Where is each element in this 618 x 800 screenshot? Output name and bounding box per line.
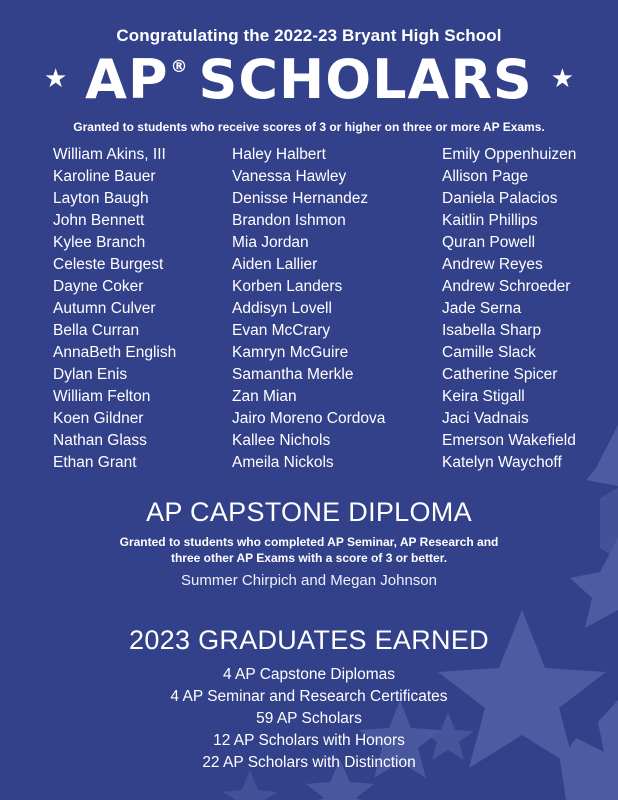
hero-word-scholars: SCHOLARS (198, 48, 533, 111)
scholars-column-1 (53, 144, 176, 474)
scholar-name: Daniela Palacios (442, 190, 558, 207)
registered-mark: ® (170, 57, 189, 77)
star-icon-right: ★ (550, 63, 574, 93)
scholar-name: Catherine Spicer (442, 366, 558, 383)
scholar-name: Addisyn Lovell (232, 300, 332, 317)
scholar-name: Jade Serna (442, 300, 522, 317)
capstone-description-line: three other AP Exams with a score of 3 or better. (170, 551, 448, 565)
scholar-name: William Felton (53, 388, 151, 405)
scholar-name: Kallee Nichols (232, 432, 331, 449)
scholar-name: Vanessa Hawley (232, 168, 347, 185)
scholar-name: Camille Slack (442, 344, 536, 361)
scholar-name: Andrew Reyes (442, 256, 543, 273)
graduates-stats (0, 664, 618, 774)
scholar-name: Kaitlin Phillips (442, 212, 538, 229)
scholar-name: Denisse Hernandez (232, 190, 369, 207)
stat-item: 22 AP Scholars with Distinction (202, 754, 416, 771)
scholar-name: Nathan Glass (53, 432, 147, 449)
scholar-name: Samantha Merkle (232, 366, 354, 383)
hero-word-ap: AP (85, 48, 169, 111)
stat-item: 59 AP Scholars (256, 710, 362, 727)
hero-title (85, 48, 533, 111)
scholars-column-3 (442, 144, 576, 474)
scholars-column-2 (232, 144, 385, 474)
scholar-name: William Akins, III (53, 146, 166, 163)
scholars-criteria: Granted to students who receive scores of 3 or higher on three or more AP Exams. (73, 120, 545, 134)
scholar-name: Katelyn Waychoff (442, 454, 562, 471)
scholar-name: Zan Mian (232, 388, 297, 405)
scholar-name: Quran Powell (442, 234, 536, 251)
stat-item: 4 AP Capstone Diplomas (222, 666, 396, 683)
stat-item: 4 AP Seminar and Research Certificates (170, 688, 448, 705)
scholar-name: Andrew Schroeder (442, 278, 571, 295)
top-title: Congratulating the 2022-23 Bryant High School (116, 26, 502, 45)
scholar-name: Allison Page (442, 168, 529, 185)
scholar-name: Isabella Sharp (442, 322, 542, 339)
scholar-name: Jaci Vadnais (442, 410, 529, 427)
scholar-name: Brandon Ishmon (232, 212, 346, 229)
scholars-list (0, 144, 618, 484)
scholar-name: Ameila Nickols (232, 454, 334, 471)
scholar-name: Ethan Grant (53, 454, 137, 471)
capstone-description (0, 534, 618, 566)
scholar-name: Dylan Enis (53, 366, 128, 383)
capstone-recipients: Summer Chirpich and Megan Johnson (181, 572, 437, 589)
scholar-name: Bella Curran (53, 322, 140, 339)
scholar-name: Autumn Culver (53, 300, 156, 317)
scholar-name: Emily Oppenhuizen (442, 146, 577, 163)
scholar-name: Mia Jordan (232, 234, 309, 251)
scholar-name: Koen Gildner (53, 410, 144, 427)
scholar-name: John Bennett (53, 212, 145, 229)
scholar-name: Evan McCrary (232, 322, 331, 339)
scholar-name: Jairo Moreno Cordova (232, 410, 386, 427)
scholar-name: Korben Landers (232, 278, 343, 295)
scholar-name: Kylee Branch (53, 234, 146, 251)
scholar-name: Kamryn McGuire (232, 344, 349, 361)
scholar-name: Karoline Bauer (53, 168, 156, 185)
scholar-name: Dayne Coker (53, 278, 144, 295)
scholar-name: Aiden Lallier (232, 256, 318, 273)
capstone-description-line: Granted to students who completed AP Seminar, AP Research and (119, 535, 499, 549)
scholar-name: Keira Stigall (442, 388, 525, 405)
scholar-name: Haley Halbert (232, 146, 326, 163)
scholar-name: Emerson Wakefield (442, 432, 576, 449)
scholar-name: AnnaBeth English (53, 344, 177, 361)
graduates-heading: 2023 GRADUATES EARNED (129, 625, 489, 655)
scholar-name: Celeste Burgest (53, 256, 164, 273)
capstone-heading: AP CAPSTONE DIPLOMA (146, 497, 472, 527)
star-icon-left: ★ (44, 63, 68, 93)
scholar-name: Layton Baugh (53, 190, 149, 207)
hero-banner (0, 50, 618, 110)
stat-item: 12 AP Scholars with Honors (213, 732, 405, 749)
